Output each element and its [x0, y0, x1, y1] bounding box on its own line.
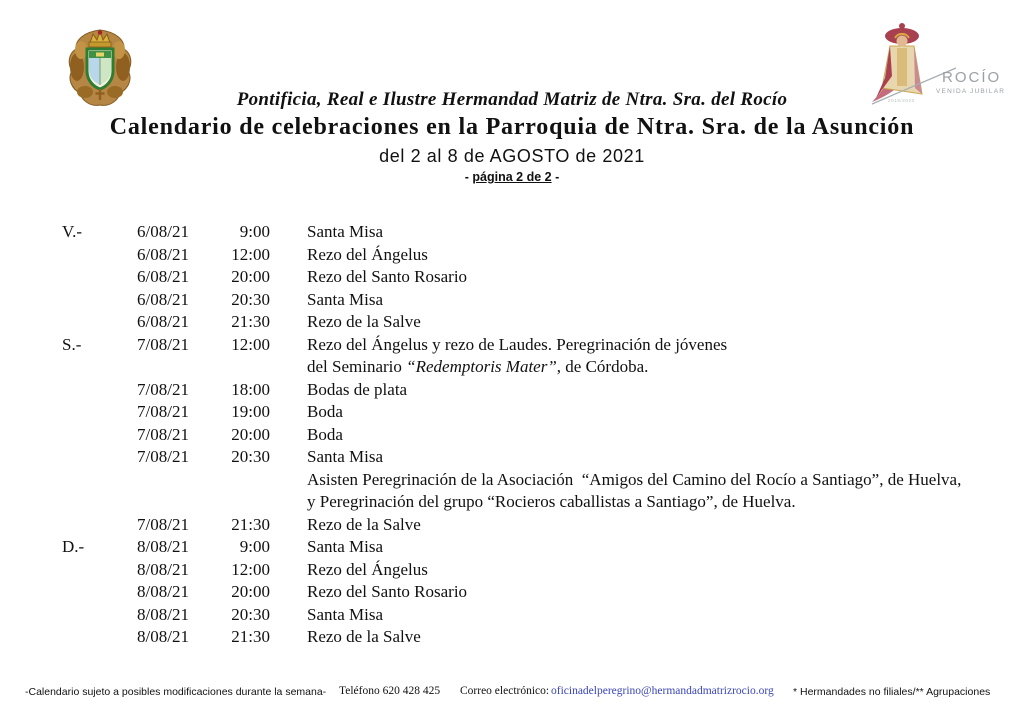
- time-cell: 19:00: [231, 402, 270, 421]
- date-range: del 2 al 8 de AGOSTO de 2021: [379, 146, 645, 166]
- event-cell: [270, 334, 1008, 357]
- event-text: y Peregrinación del grupo “Rocieros caballistas a Santiago”, de Huelva.: [307, 492, 796, 511]
- event-cell: [270, 424, 1008, 447]
- day-cell: [62, 379, 137, 402]
- event-cell: [270, 581, 1008, 604]
- email-link[interactable]: oficinadelperegrino@hermandadmatrizrocio.org: [551, 685, 774, 697]
- day-cell: [62, 311, 137, 334]
- day-cell: [62, 401, 137, 424]
- table-row: [62, 379, 1008, 402]
- event-cell: [270, 536, 1008, 559]
- day-cell: [62, 446, 137, 469]
- event-text: Rezo del Santo Rosario: [307, 267, 468, 286]
- event-cell: [270, 289, 1008, 312]
- footer-email-label: Correo electrónico:: [460, 685, 550, 697]
- date-cell: 7/08/21: [137, 402, 189, 421]
- table-row: [62, 221, 1008, 244]
- time-cell: 18:00: [231, 379, 270, 399]
- day-cell: [62, 514, 137, 537]
- event-cell: [270, 604, 1008, 627]
- rocio-years: 2019/2020: [888, 98, 915, 103]
- time-cell: 12:00: [231, 334, 270, 354]
- time-cell: 21:30: [231, 627, 270, 646]
- table-row: [62, 536, 1008, 559]
- time-cell: [213, 356, 270, 379]
- footer-note: -Calendario sujeto a posibles modificaciones durante la semana-: [25, 686, 327, 698]
- date-cell: 8/08/21: [137, 582, 189, 601]
- event-text: Santa Misa: [307, 537, 384, 556]
- time-cell: 20:00: [231, 267, 270, 286]
- table-row: [62, 289, 1008, 312]
- day-cell: D.-: [62, 537, 85, 556]
- table-row: [62, 514, 1008, 537]
- day-cell: [62, 559, 137, 582]
- table-row: [62, 446, 1008, 469]
- event-text: Boda: [307, 424, 343, 444]
- event-text: Rezo del Ángelus y rezo de Laudes. Peregrinación de jóvenes: [307, 334, 728, 354]
- page-number-label: página 2 de 2: [472, 170, 552, 184]
- time-cell: 21:30: [231, 514, 270, 534]
- day-cell: [62, 491, 137, 514]
- time-cell: 12:00: [231, 244, 270, 264]
- event-text: Rezo de la Salve: [307, 312, 421, 331]
- event-text: del Seminario: [307, 357, 407, 376]
- event-cell: [270, 379, 1008, 402]
- date-cell: 6/08/21: [137, 312, 189, 331]
- event-text: Rezo de la Salve: [307, 627, 421, 646]
- date-cell: [137, 469, 213, 492]
- event-cell: [270, 559, 1008, 582]
- event-cell: [270, 469, 1008, 492]
- date-cell: 7/08/21: [137, 334, 189, 354]
- event-cell: [270, 356, 1008, 379]
- day-cell: [62, 244, 137, 267]
- day-cell: [62, 289, 137, 312]
- date-cell: [137, 491, 213, 514]
- event-text: Rezo del Ángelus: [307, 559, 428, 579]
- event-cell: [270, 446, 1008, 469]
- time-cell: 20:30: [231, 289, 270, 309]
- event-text-italic: “Redemptoris Mater”: [406, 357, 557, 376]
- time-cell: [213, 469, 270, 492]
- time-cell: [213, 491, 270, 514]
- footer-phone: Teléfono 620 428 425: [339, 685, 441, 697]
- event-text: Santa Misa: [307, 289, 384, 309]
- event-text: Santa Misa: [307, 604, 384, 624]
- organization-title: Pontificia, Real e Ilustre Hermandad Matriz de Ntra. Sra. del Rocío: [236, 89, 788, 110]
- table-row: [62, 334, 1008, 357]
- time-cell: 20:30: [231, 447, 270, 466]
- date-cell: 8/08/21: [137, 537, 189, 556]
- table-row: [62, 626, 1008, 649]
- day-cell: [62, 626, 137, 649]
- event-cell: [270, 311, 1008, 334]
- time-cell: 9:00: [239, 222, 270, 241]
- date-cell: 8/08/21: [137, 559, 189, 579]
- event-cell: [270, 491, 1008, 514]
- event-text: Asisten Peregrinación de la Asociación “Amigos del Camino del Rocío a Santiago”, de Huelva,: [307, 469, 962, 489]
- event-text: Santa Misa: [307, 447, 384, 466]
- date-cell: 6/08/21: [137, 244, 189, 264]
- table-row: [62, 424, 1008, 447]
- table-row: [62, 581, 1008, 604]
- date-cell: 6/08/21: [137, 267, 189, 286]
- day-cell: [62, 266, 137, 289]
- date-cell: [137, 356, 213, 379]
- day-cell: [62, 581, 137, 604]
- event-text: Rezo de la Salve: [307, 514, 421, 534]
- date-cell: 7/08/21: [137, 424, 189, 444]
- date-cell: 7/08/21: [137, 514, 189, 534]
- date-cell: 7/08/21: [137, 379, 189, 399]
- table-row: [62, 356, 1008, 379]
- table-row: [62, 311, 1008, 334]
- day-cell: V.-: [62, 222, 82, 241]
- time-cell: 9:00: [239, 537, 270, 556]
- event-cell: [270, 266, 1008, 289]
- table-row: [62, 491, 1008, 514]
- day-cell: [62, 356, 137, 379]
- page-number-line: [0, 170, 1024, 184]
- table-row: [62, 469, 1008, 492]
- day-cell: [62, 469, 137, 492]
- table-row: [62, 266, 1008, 289]
- event-cell: [270, 626, 1008, 649]
- event-text: Rezo del Santo Rosario: [307, 582, 468, 601]
- date-cell: 8/08/21: [137, 627, 189, 646]
- date-cell: 6/08/21: [137, 289, 189, 309]
- table-row: [62, 559, 1008, 582]
- event-cell: [270, 244, 1008, 267]
- day-cell: [62, 424, 137, 447]
- event-cell: [270, 514, 1008, 537]
- rocio-wordmark: ROCÍO: [942, 69, 1002, 86]
- page-number-prefix: -: [464, 170, 473, 184]
- time-cell: 20:00: [231, 582, 270, 601]
- event-text: Rezo del Ángelus: [307, 244, 428, 264]
- event-text: Boda: [307, 402, 343, 421]
- footer-legend: * Hermandades no filiales/** Agrupaciones: [793, 686, 991, 698]
- date-cell: 8/08/21: [137, 604, 189, 624]
- schedule-table: [62, 221, 1008, 649]
- time-cell: 20:30: [231, 604, 270, 624]
- date-cell: 7/08/21: [137, 447, 189, 466]
- day-cell: S.-: [62, 334, 82, 354]
- table-row: [62, 401, 1008, 424]
- table-row: [62, 604, 1008, 627]
- event-text: Bodas de plata: [307, 379, 408, 399]
- date-cell: 6/08/21: [137, 222, 189, 241]
- page-title: Calendario de celebraciones en la Parroquia de Ntra. Sra. de la Asunción: [109, 114, 915, 140]
- rocio-subtitle: VENIDA JUBILAR: [936, 88, 1006, 95]
- time-cell: 20:00: [231, 424, 270, 444]
- page-number-suffix: -: [551, 170, 560, 184]
- event-text: , de Córdoba.: [556, 357, 649, 376]
- day-cell: [62, 604, 137, 627]
- event-text: Santa Misa: [307, 222, 384, 241]
- time-cell: 12:00: [231, 559, 270, 579]
- event-cell: [270, 221, 1008, 244]
- time-cell: 21:30: [231, 312, 270, 331]
- table-row: [62, 244, 1008, 267]
- event-cell: [270, 401, 1008, 424]
